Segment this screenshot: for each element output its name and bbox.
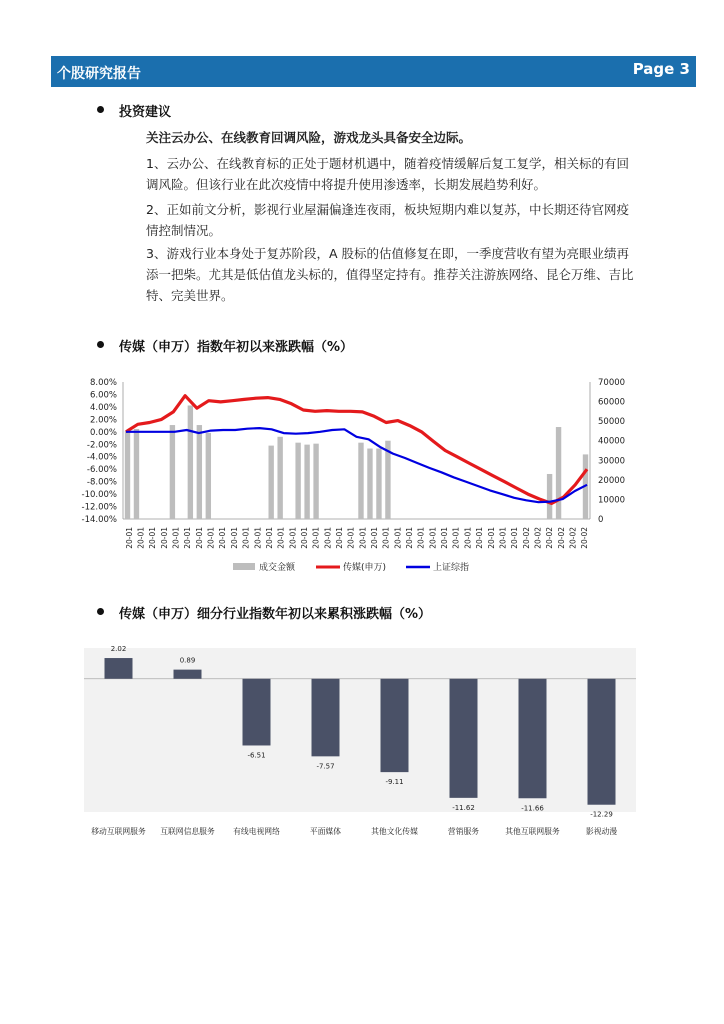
x-tick-label: 20-01 [148,527,158,549]
category-label: 平面媒体 [309,827,342,836]
bullet-icon [97,341,104,348]
series-line [126,396,587,504]
x-tick-label: 20-01 [334,527,344,549]
x-tick-label: 20-01 [241,527,251,549]
category-label: 互联网信息服务 [160,827,215,836]
plot-area [84,648,636,812]
x-tick-label: 20-01 [405,527,415,549]
y-left-tick-label: -10.00% [81,490,117,501]
value-label: -9.11 [385,778,404,787]
volume-bar [268,446,273,519]
value-label: -11.62 [452,803,475,812]
x-tick-label: 20-01 [229,527,239,549]
x-tick-label: 20-01 [510,527,520,549]
section-heading-investment: 投资建议 [119,105,172,120]
volume-bar [547,474,552,519]
bar [381,679,409,772]
y-right-tick-label: 20000 [598,475,626,486]
x-tick-label: 20-02 [533,527,543,549]
y-right-tick-label: 30000 [598,456,626,467]
volume-bar [556,427,561,519]
volume-bar [134,429,139,519]
bar [174,670,202,679]
lead-paragraph: 关注云办公、在线教育回调风险，游戏龙头具备安全边际。 [146,130,472,145]
y-left-tick-label: -8.00% [86,477,117,488]
value-label: -7.57 [316,762,335,771]
x-tick-label: 20-01 [159,527,169,549]
y-left-tick-label: 2.00% [89,415,117,426]
x-tick-label: 20-01 [370,527,380,549]
value-label: -11.66 [521,804,544,813]
legend-label: 传媒(申万) [343,563,387,573]
y-left-tick-label: -12.00% [81,502,117,513]
x-tick-label: 20-01 [440,527,450,549]
y-left-tick-label: 6.00% [89,390,117,401]
x-tick-label: 20-02 [545,527,555,549]
value-label: 0.89 [179,656,196,665]
y-right-tick-label: 10000 [598,495,626,506]
y-left-tick-label: 8.00% [89,378,117,388]
section-heading-index-chart: 传媒（申万）指数年初以来涨跌幅（%） [119,340,354,355]
series-line [126,428,587,502]
x-tick-label: 20-01 [194,527,204,549]
x-tick-label: 20-01 [288,527,298,549]
volume-bar [304,445,309,519]
y-left-tick-label: 4.00% [89,402,117,413]
x-tick-label: 20-02 [521,527,531,549]
subindustry-bar-chart [0,640,724,850]
report-title: 个股研究报告 [57,66,141,82]
bar [450,679,478,798]
bullet-icon [97,608,104,615]
x-tick-label: 20-01 [124,527,134,549]
x-tick-label: 20-01 [299,527,309,549]
value-label: -6.51 [247,751,266,760]
x-tick-label: 20-01 [393,527,403,549]
section-heading-subindustry-chart: 传媒（申万）细分行业指数年初以来累积涨跌幅（%） [119,607,432,622]
x-tick-label: 20-01 [498,527,508,549]
y-left-tick-label: -2.00% [86,440,117,451]
x-tick-label: 20-02 [556,527,566,549]
y-right-tick-label: 0 [598,515,604,525]
paragraph-1: 1、云办公、在线教育标的正处于题材机遇中，随着疫情缓解后复工复学，相关标的有回调风险。但该行业在此次疫情中将提升使用渗透率，长期发展趋势利好。 [146,156,629,192]
x-tick-label: 20-01 [218,527,228,549]
category-label: 其他文化传媒 [371,827,418,836]
bar [588,679,616,805]
category-label: 移动互联网服务 [91,827,146,836]
y-left-tick-label: -6.00% [86,465,117,476]
paragraph-3: 3、游戏行业本身处于复苏阶段，A 股标的估值修复在即，一季度营收有望为亮眼业绩再添一把柴。尤其是低估值龙头标的，值得坚定持有。推荐关注游族网络、昆仑万维、吉比特、完美世界。 [146,246,634,303]
x-tick-label: 20-01 [463,527,473,549]
index-change-chart [0,368,724,598]
x-tick-label: 20-01 [323,527,333,549]
x-tick-label: 20-01 [381,527,391,549]
y-right-tick-label: 50000 [598,417,626,428]
x-tick-label: 20-01 [206,527,216,549]
x-tick-label: 20-02 [580,527,590,549]
bullet-icon [97,106,104,113]
category-label: 其他互联网服务 [505,827,560,836]
y-left-tick-label: 0.00% [89,427,117,438]
legend-swatch-volume [233,563,255,570]
bar [519,679,547,799]
y-right-tick-label: 60000 [598,397,626,408]
category-label: 影视动漫 [585,827,618,836]
x-tick-label: 20-01 [428,527,438,549]
x-tick-label: 20-01 [183,527,193,549]
volume-bar [358,443,363,519]
x-tick-label: 20-01 [475,527,485,549]
legend-label: 上证综指 [433,563,470,573]
volume-bar [170,425,175,519]
y-right-tick-label: 40000 [598,436,626,447]
x-tick-label: 20-01 [136,527,146,549]
volume-bar [206,433,211,519]
x-tick-label: 20-01 [358,527,368,549]
volume-bar [313,444,318,519]
report-header [51,56,696,87]
volume-bar [125,431,130,519]
y-left-tick-label: -14.00% [81,515,117,525]
y-right-tick-label: 70000 [598,378,626,388]
x-tick-label: 20-01 [451,527,461,549]
x-tick-label: 20-01 [264,527,274,549]
page-number: Page 3 [632,60,690,78]
bar [312,679,340,757]
category-label: 有线电视网络 [233,827,280,836]
volume-bar [197,425,202,519]
x-tick-label: 20-01 [253,527,263,549]
y-left-tick-label: -4.00% [86,452,117,463]
paragraph-2: 2、正如前文分析，影视行业屋漏偏逢连夜雨，板块短期内难以复苏，中长期还待官网疫情控制情况。 [146,202,629,238]
x-tick-label: 20-01 [276,527,286,549]
volume-bar [367,449,372,519]
x-tick-label: 20-01 [171,527,181,549]
x-tick-label: 20-01 [346,527,356,549]
volume-bar [188,405,193,519]
volume-bar [277,437,282,519]
volume-bar [295,443,300,519]
value-label: 2.02 [110,645,127,654]
category-label: 营销服务 [447,827,480,836]
x-tick-label: 20-02 [568,527,578,549]
x-tick-label: 20-01 [486,527,496,549]
bar [243,679,271,746]
legend-label: 成交金额 [259,563,296,573]
x-tick-label: 20-01 [416,527,426,549]
volume-bar [376,449,381,519]
value-label: -12.29 [590,810,613,819]
x-tick-label: 20-01 [311,527,321,549]
bar [105,658,133,679]
